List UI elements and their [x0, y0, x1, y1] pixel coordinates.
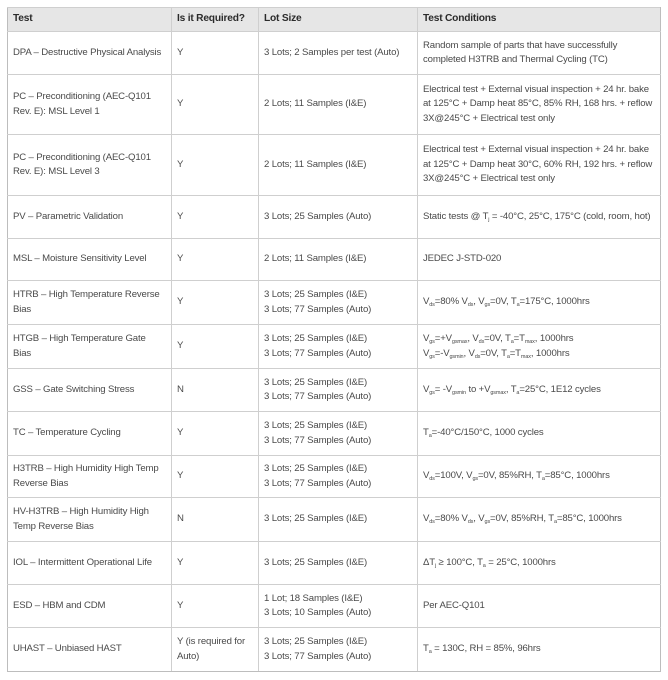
condition-text: ΔT	[423, 556, 435, 568]
table-row	[8, 585, 661, 628]
condition-line	[423, 642, 655, 657]
subscript-text: gs	[429, 353, 435, 360]
header-lot-size: Lot Size	[259, 8, 418, 32]
condition-text: =+V	[434, 333, 452, 344]
lot-size-line: 3 Lots; 25 Samples (I&E)	[264, 556, 368, 568]
condition-text: =T	[513, 333, 525, 344]
cell-required: Y	[172, 196, 259, 239]
condition-text: JEDEC J-STD-020	[423, 253, 502, 265]
cell-lot-size	[259, 196, 418, 239]
subscript-text: j	[434, 562, 437, 569]
lot-size-line: 3 Lots; 77 Samples (Auto)	[264, 434, 372, 446]
table-row	[8, 239, 661, 281]
cell-required: Y	[172, 325, 259, 369]
cell-lot-size	[259, 325, 418, 369]
condition-text: Electrical test + External visual inspection + 24 hr. bake at 125°C + Damp heat 85°C, 85% RH, 168 hrs. + reflow 3X@245°C + Electrical test only	[423, 83, 653, 124]
cell-test-name: IOL – Intermittent Operational Life	[8, 542, 172, 585]
cell-lot-size	[259, 456, 418, 498]
subscript-text: a	[553, 519, 557, 526]
condition-text: T	[423, 427, 429, 439]
condition-text: , 1000hrs	[530, 347, 570, 359]
cell-test-name: PV – Parametric Validation	[8, 196, 172, 239]
cell-test-conditions	[418, 239, 661, 281]
subscript-text: j	[488, 216, 490, 223]
condition-text: = -V	[434, 383, 453, 395]
lot-size-line: 3 Lots; 77 Samples (Auto)	[264, 650, 372, 662]
cell-lot-size	[259, 628, 418, 672]
subscript-text: a	[516, 302, 520, 309]
condition-line	[423, 210, 655, 225]
cell-lot-size	[259, 498, 418, 542]
cell-test-name: GSS – Gate Switching Stress	[8, 369, 172, 412]
condition-text: to +V	[465, 383, 491, 395]
cell-lot-size	[259, 412, 418, 456]
cell-lot-size	[259, 585, 418, 628]
cell-test-conditions	[418, 196, 661, 239]
subscript-text: gs	[484, 519, 491, 526]
lot-size-line: 3 Lots; 25 Samples (I&E)	[264, 420, 368, 431]
condition-text: =175°C, 1000hrs	[519, 296, 590, 308]
condition-text: =0V, T	[484, 333, 511, 344]
condition-line	[423, 295, 655, 310]
subscript-text: a	[516, 389, 520, 396]
cell-required: Y	[172, 239, 259, 281]
table-row	[8, 325, 661, 369]
cell-test-conditions	[418, 325, 661, 369]
lot-size-line: 3 Lots; 10 Samples (Auto)	[264, 607, 372, 618]
table-row	[8, 542, 661, 585]
condition-text: ≥ 100°C, T	[436, 556, 483, 568]
condition-text: =100V, V	[434, 470, 473, 482]
cell-test-conditions	[418, 456, 661, 498]
subscript-text: a	[506, 353, 510, 360]
lot-size-line: 2 Lots; 11 Samples (I&E)	[264, 158, 367, 170]
cell-required: Y	[172, 456, 259, 498]
cell-test-conditions	[418, 75, 661, 135]
header-required: Is it Required?	[172, 8, 259, 32]
cell-test-name: PC – Preconditioning (AEC-Q101 Rev. E): MSL Level 3	[8, 135, 172, 196]
condition-line	[423, 39, 655, 68]
subscript-text: a	[510, 339, 514, 345]
condition-text: Random sample of parts that have successfully completed H3TRB and Thermal Cycling (TC)	[423, 39, 618, 65]
subscript-text: gsmin	[452, 389, 466, 396]
table-row	[8, 281, 661, 325]
condition-line	[423, 383, 655, 398]
subscript-text: gsmin	[449, 353, 464, 360]
cell-test-name: ESD – HBM and CDM	[8, 585, 172, 628]
condition-text: =T	[509, 347, 521, 359]
condition-text: =-V	[434, 347, 450, 359]
cell-test-name: TC – Temperature Cycling	[8, 412, 172, 456]
cell-test-name: MSL – Moisture Sensitivity Level	[8, 239, 172, 281]
subscript-text: ds	[467, 302, 474, 309]
cell-required: Y	[172, 32, 259, 75]
condition-text: =0V, T	[480, 347, 507, 359]
condition-line	[423, 599, 655, 614]
condition-line	[423, 143, 655, 187]
cell-test-conditions	[418, 32, 661, 75]
condition-text: V	[423, 513, 430, 525]
lot-size-line: 3 Lots; 77 Samples (Auto)	[264, 303, 372, 315]
condition-text: V	[423, 296, 430, 308]
subscript-text: a	[482, 562, 486, 569]
lot-size-line: 1 Lot; 18 Samples (I&E)	[264, 592, 363, 604]
header-test: Test	[8, 8, 172, 32]
condition-line	[423, 426, 655, 441]
subscript-text: ds	[429, 302, 435, 309]
condition-text: , V	[473, 513, 485, 525]
cell-test-conditions	[418, 498, 661, 542]
table-row	[8, 456, 661, 498]
subscript-text: a	[541, 476, 545, 483]
lot-size-line: 3 Lots; 77 Samples (Auto)	[264, 477, 372, 489]
table-row	[8, 628, 661, 672]
cell-required: Y	[172, 75, 259, 135]
subscript-text: gs	[472, 476, 478, 483]
subscript-text: max	[524, 339, 535, 345]
condition-line	[423, 512, 655, 527]
condition-text: T	[423, 643, 429, 655]
table-row	[8, 412, 661, 456]
lot-size-line: 3 Lots; 25 Samples (I&E)	[264, 636, 368, 647]
subscript-text: ds	[429, 519, 435, 526]
cell-required: Y	[172, 585, 259, 628]
lot-size-line: 3 Lots; 77 Samples (Auto)	[264, 347, 372, 359]
condition-line	[423, 556, 655, 571]
table-row	[8, 32, 661, 75]
cell-test-conditions	[418, 135, 661, 196]
condition-text: V	[423, 383, 430, 395]
condition-text: V	[423, 470, 430, 482]
cell-lot-size	[259, 32, 418, 75]
condition-text: =85°C, 1000hrs	[544, 470, 610, 482]
lot-size-line: 3 Lots; 25 Samples (Auto)	[264, 210, 372, 222]
condition-text: =0V, 85%RH, T	[490, 513, 554, 525]
cell-test-conditions	[418, 281, 661, 325]
lot-size-line: 3 Lots; 77 Samples (Auto)	[264, 391, 372, 402]
lot-size-line: 3 Lots; 25 Samples (I&E)	[264, 513, 368, 525]
cell-test-name: HV-H3TRB – High Humidity High Temp Reverse Bias	[8, 498, 172, 542]
lot-size-line: 3 Lots; 25 Samples (I&E)	[264, 289, 368, 300]
subscript-text: gs	[429, 339, 435, 345]
cell-test-conditions	[418, 542, 661, 585]
table-row	[8, 498, 661, 542]
cell-test-name: UHAST – Unbiased HAST	[8, 628, 172, 672]
condition-text: V	[423, 333, 430, 344]
condition-text: , V	[467, 333, 479, 344]
condition-text: = 130C, RH = 85%, 96hrs	[431, 643, 541, 655]
cell-lot-size	[259, 75, 418, 135]
table-row	[8, 135, 661, 196]
cell-test-name: PC – Preconditioning (AEC-Q101 Rev. E): MSL Level 1	[8, 75, 172, 135]
condition-text: , 1000hrs	[534, 333, 574, 344]
condition-line	[423, 252, 655, 267]
table-header-row	[8, 8, 661, 32]
condition-text: =0V, T	[490, 296, 517, 308]
condition-text: =80% V	[434, 296, 468, 308]
lot-size-line: 2 Lots; 11 Samples (I&E)	[264, 98, 367, 110]
cell-required: Y	[172, 412, 259, 456]
condition-text: , V	[463, 347, 475, 359]
condition-text: , V	[473, 296, 485, 308]
cell-test-name: DPA – Destructive Physical Analysis	[8, 32, 172, 75]
cell-lot-size	[259, 281, 418, 325]
subscript-text: gsmax	[451, 339, 468, 345]
condition-text: Static tests @ T	[423, 210, 489, 222]
condition-text: = -40°C, 25°C, 175°C (cold, room, hot)	[489, 210, 651, 222]
cell-required: N	[172, 369, 259, 412]
lot-size-line: 3 Lots; 25 Samples (I&E)	[264, 376, 368, 388]
qualification-test-table	[7, 7, 661, 672]
table-row	[8, 75, 661, 135]
cell-test-conditions	[418, 412, 661, 456]
condition-text: =-40°C/150°C, 1000 cycles	[431, 427, 544, 439]
subscript-text: ds	[467, 519, 474, 526]
header-test-conditions: Test Conditions	[418, 8, 661, 32]
condition-text: =0V, 85%RH, T	[477, 470, 542, 482]
condition-line	[423, 469, 655, 484]
lot-size-line: 3 Lots; 25 Samples (I&E)	[264, 463, 368, 474]
subscript-text: ds	[429, 476, 435, 483]
table-row	[8, 369, 661, 412]
cell-lot-size	[259, 239, 418, 281]
condition-line	[423, 83, 655, 127]
cell-lot-size	[259, 135, 418, 196]
lot-size-line: 3 Lots; 2 Samples per test (Auto)	[264, 46, 400, 58]
cell-required: Y	[172, 281, 259, 325]
table-row	[8, 196, 661, 239]
lot-size-line: 3 Lots; 25 Samples (I&E)	[264, 333, 368, 344]
subscript-text: max	[520, 353, 531, 360]
cell-lot-size	[259, 542, 418, 585]
cell-test-conditions	[418, 369, 661, 412]
subscript-text: gs	[429, 389, 435, 396]
cell-required: Y	[172, 135, 259, 196]
condition-text: V	[423, 347, 430, 359]
condition-text: = 25°C, 1000hrs	[485, 556, 556, 568]
condition-text: Electrical test + External visual inspection + 24 hr. bake at 125°C + Damp heat 30°C, 60% RH, 192 hrs. + reflow 3X@245°C + Electrical test only	[423, 144, 653, 185]
condition-text: , T	[505, 383, 517, 395]
subscript-text: gsmax	[490, 389, 506, 396]
cell-lot-size	[259, 369, 418, 412]
subscript-text: a	[428, 433, 432, 440]
cell-required: N	[172, 498, 259, 542]
condition-text: Per AEC-Q101	[423, 599, 485, 611]
subscript-text: ds	[478, 339, 485, 345]
cell-test-conditions	[418, 585, 661, 628]
cell-test-name: H3TRB – High Humidity High Temp Reverse Bias	[8, 456, 172, 498]
condition-line	[423, 332, 655, 347]
lot-size-line: 2 Lots; 11 Samples (I&E)	[264, 253, 367, 265]
condition-line	[423, 347, 655, 362]
subscript-text: a	[428, 649, 432, 656]
cell-required: Y	[172, 542, 259, 585]
cell-test-conditions	[418, 628, 661, 672]
subscript-text: ds	[474, 353, 481, 360]
cell-test-name: HTGB – High Temperature Gate Bias	[8, 325, 172, 369]
condition-text: =25°C, 1E12 cycles	[519, 383, 601, 395]
condition-text: =85°C, 1000hrs	[556, 513, 622, 525]
cell-required: Y (is required for Auto)	[172, 628, 259, 672]
subscript-text: gs	[484, 302, 491, 309]
condition-text: =80% V	[434, 513, 468, 525]
table-body	[8, 32, 661, 672]
cell-test-name: HTRB – High Temperature Reverse Bias	[8, 281, 172, 325]
